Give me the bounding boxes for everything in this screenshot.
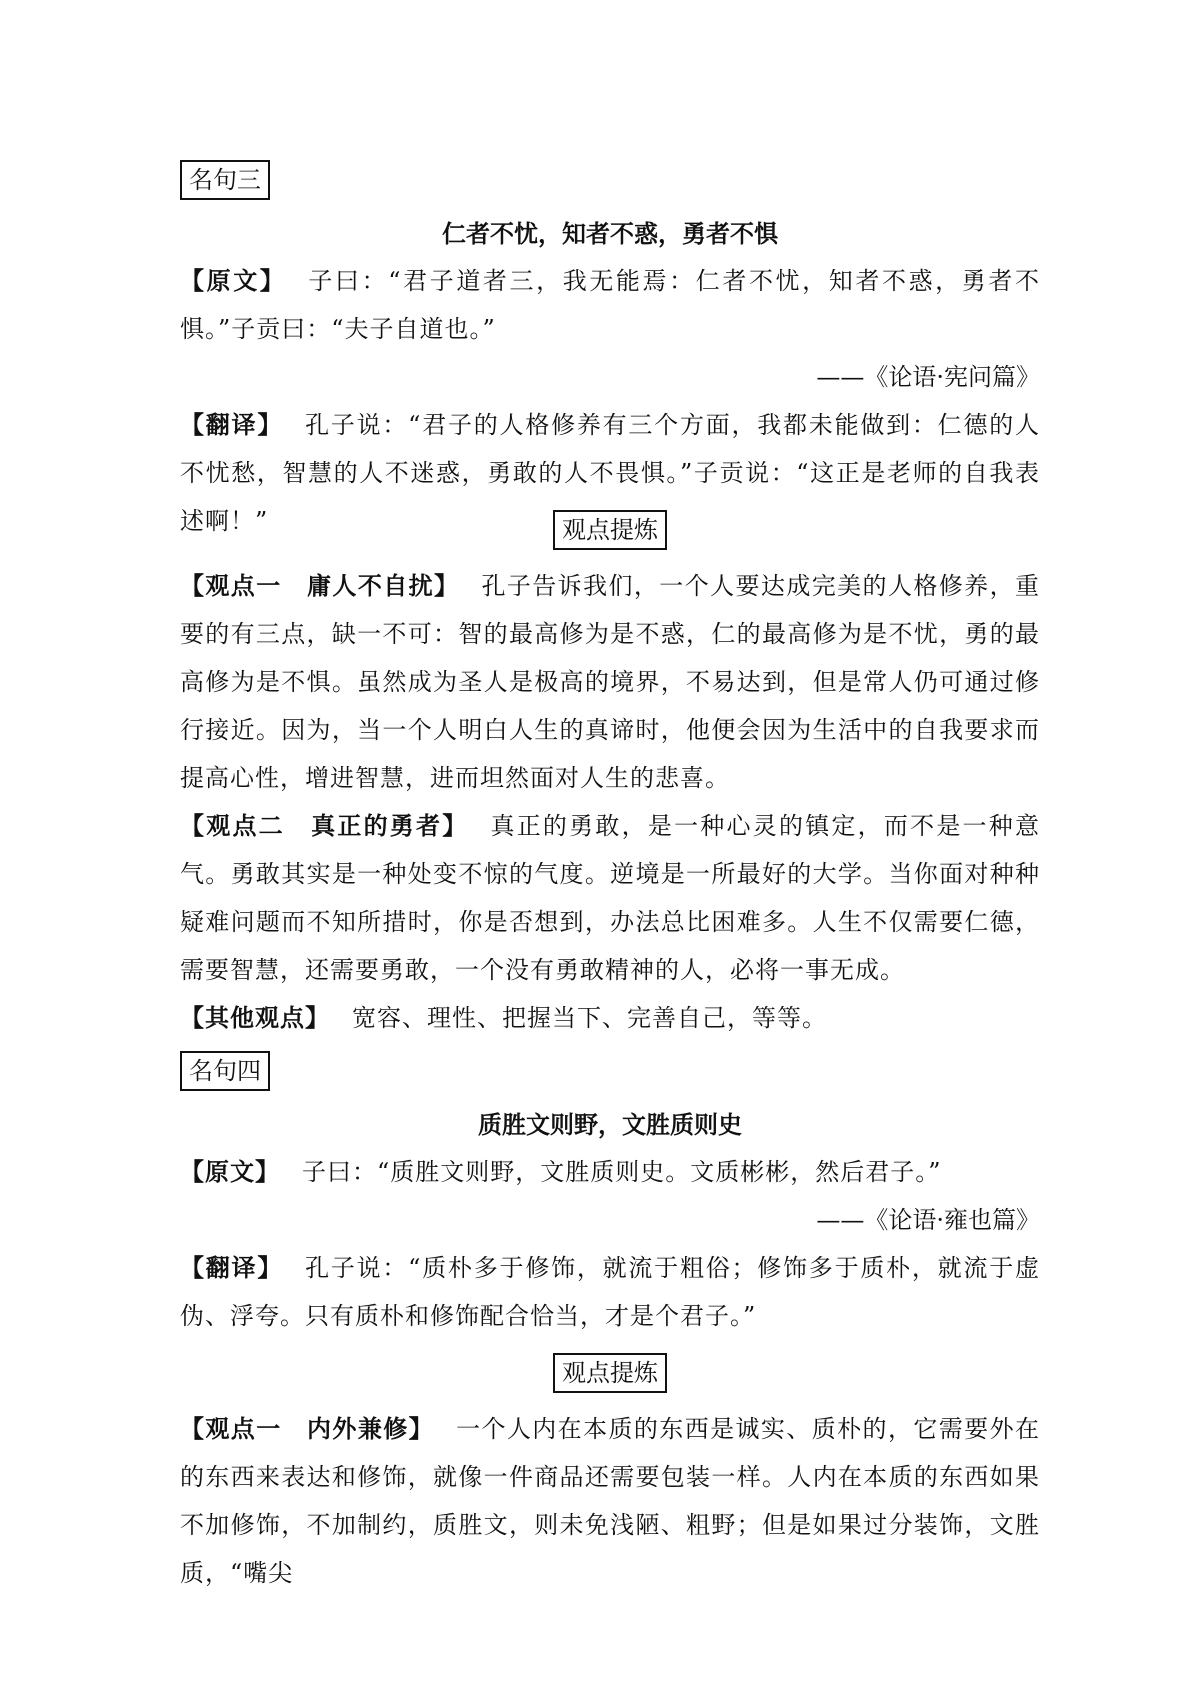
section4-view1-text: 一个人内在本质的东西是诚实、质朴的，它需要外在的东西来表达和修饰，就像一件商品还需要包装一样。人内在本质的东西如果不加修饰，不加制约，质胜文，则未免浅陋、粗野；但是如果过分装饰，文胜质，“嘴尖	[180, 1415, 1040, 1587]
section4-view1	[180, 1405, 1040, 1597]
section3-translation-tag: 【翻译】	[180, 411, 284, 439]
section4-title: 质胜文则野，文胜质则史	[478, 1111, 742, 1139]
section3-other-text: 宽容、理性、把握当下、完善自己，等等。	[352, 1004, 827, 1032]
section3-original-tag: 【原文】	[180, 267, 287, 295]
section4-source: ——《论语·雍也篇》	[816, 1206, 1040, 1234]
section4-translation	[180, 1244, 1040, 1340]
section3-title: 仁者不忧，知者不惑，勇者不惧	[442, 220, 778, 248]
section3-original-text: 子曰：“君子道者三，我无能焉：仁者不忧，知者不惑，勇者不惧。”子贡曰：“夫子自道也。”	[180, 267, 1040, 343]
section4-heading: 名句四	[180, 1051, 270, 1091]
section3-other-tag: 【其他观点】	[180, 1004, 330, 1032]
section4-viewpoints-heading: 观点提炼	[553, 1353, 667, 1393]
section3-original	[180, 257, 1040, 353]
section3-view1-text: 孔子告诉我们，一个人要达成完美的人格修养，重要的有三点，缺一不可：智的最高修为是不惑，仁的最高修为是不忧，勇的最高修为是不惧。虽然成为圣人是极高的境界，不易达到，但是常人仍可通过修行接近。因为，当一个人明白人生的真谛时，他便会因为生活中的自我要求而提高心性，增进智慧，进而坦然面对人生的悲喜。	[180, 572, 1040, 792]
section4-translation-tag: 【翻译】	[180, 1254, 284, 1282]
section4-translation-text: 孔子说：“质朴多于修饰，就流于粗俗；修饰多于质朴，就流于虚伪、浮夸。只有质朴和修饰配合恰当，才是个君子。”	[180, 1254, 1040, 1330]
section3-view1	[180, 562, 1040, 802]
section3-view1-tag: 【观点一 庸人不自扰】	[180, 572, 460, 600]
section3-view2-tag: 【观点二 真正的勇者】	[180, 812, 469, 840]
section3-translation-text: 孔子说：“君子的人格修养有三个方面，我都未能做到：仁德的人不忧愁，智慧的人不迷惑，勇敢的人不畏惧。”子贡说：“这正是老师的自我表述啊！”	[180, 411, 1040, 535]
section3-heading: 名句三	[180, 160, 270, 200]
section3-source: ——《论语·宪问篇》	[816, 363, 1040, 391]
section3-view2-text: 真正的勇敢，是一种心灵的镇定，而不是一种意气。勇敢其实是一种处变不惊的气度。逆境是一所最好的大学。当你面对种种疑难问题而不知所措时，你是否想到，办法总比困难多。人生不仅需要仁德，需要智慧，还需要勇敢，一个没有勇敢精神的人，必将一事无成。	[180, 812, 1040, 984]
section4-view1-tag: 【观点一 内外兼修】	[180, 1415, 435, 1443]
section3-viewpoints-heading: 观点提炼	[553, 510, 667, 550]
section4-original-tag: 【原文】	[180, 1158, 280, 1186]
section4-original	[180, 1148, 1040, 1196]
section4-original-text: 子曰：“质胜文则野，文胜质则史。文质彬彬，然后君子。”	[302, 1158, 942, 1186]
section3-view2	[180, 802, 1040, 994]
section3-other	[180, 994, 1040, 1042]
